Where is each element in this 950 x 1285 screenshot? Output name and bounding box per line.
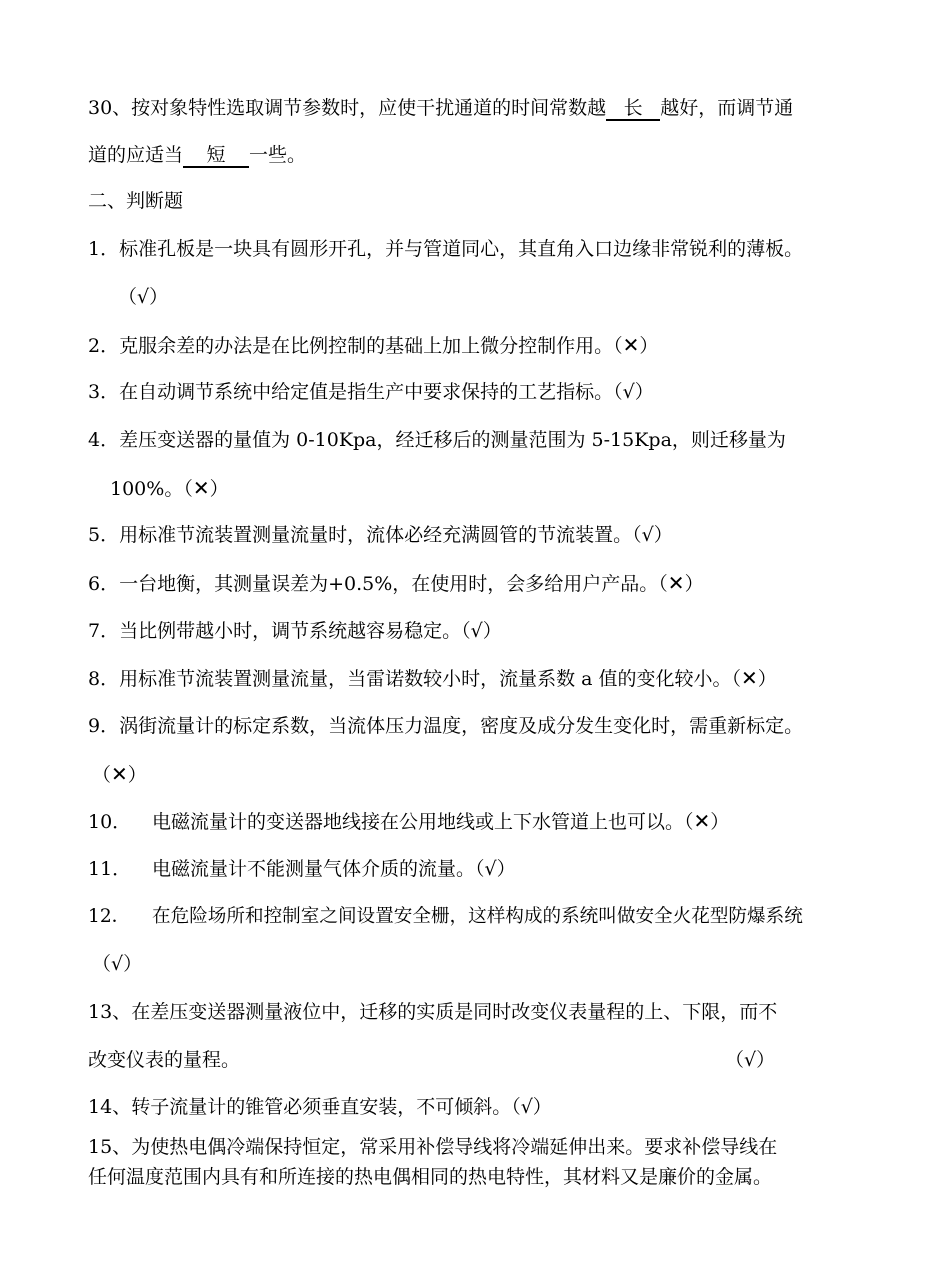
question-number: 11． [88, 858, 132, 880]
section-title: 二、判断题 [88, 190, 184, 212]
question-text: 差压变送器的量值为 0-10Kpa，经迁移后的测量范围为 5-15Kpa，则迁移量为 [119, 429, 786, 451]
answer-close: ） [209, 478, 229, 500]
answer-close: ） [710, 811, 730, 833]
question-number: 10． [88, 811, 132, 833]
question-text: 标准孔板是一块具有圆形开孔，并与管道同心，其直角入口边缘非常锐利的薄板。 [119, 238, 804, 260]
question-number: 12． [88, 906, 131, 927]
question-1-answer: （√） [118, 286, 169, 308]
question-11 [88, 858, 516, 880]
question-text: 当比例带越小时，调节系统越容易稳定。（√） [119, 620, 502, 642]
question-12 [88, 906, 803, 928]
question-10 [88, 810, 729, 833]
q30-line-2 [88, 144, 306, 168]
question-12-answer: （√） [92, 953, 143, 975]
question-text: 电磁流量计的变送器地线接在公用地线或上下水管道上也可以。（ [152, 811, 694, 833]
question-number: 8． [88, 668, 120, 690]
question-text: 为使热电偶冷端保持恒定，常采用补偿导线将冷端延伸出来。要求补偿导线在 [131, 1136, 778, 1158]
answer-open: （ [92, 764, 112, 786]
question-number: 6． [88, 573, 120, 595]
question-text: 用标准节流装置测量流量，当雷诺数较小时，流量系数 a 值的变化较小。（ [119, 668, 742, 690]
q30-blank-1: 长 [606, 97, 660, 121]
question-text: 在危险场所和控制室之间设置安全栅，这样构成的系统叫做安全火花型防爆系统 [152, 906, 803, 927]
q30-text-1: 30、按对象特性选取调节参数时，应使干扰通道的时间常数越 [88, 97, 607, 119]
question-9-answer [92, 763, 147, 786]
question-text: 转子流量计的锥管必须垂直安装，不可倾斜。（√） [131, 1096, 552, 1118]
question-text: 克服余差的办法是在比例控制的基础上加上微分控制作用。（ [119, 335, 623, 357]
q30-text-4: 一些。 [249, 144, 307, 166]
cross-mark-icon: ✕ [693, 809, 711, 833]
question-number: 9． [88, 715, 120, 737]
cross-mark-icon: ✕ [667, 571, 685, 595]
question-number: 13、 [88, 1001, 132, 1023]
question-number: 1． [88, 238, 120, 260]
q30-line-1 [88, 97, 793, 121]
question-number: 2． [88, 335, 120, 357]
question-3 [88, 381, 654, 403]
cross-mark-icon: ✕ [741, 666, 758, 690]
question-7 [88, 620, 502, 642]
question-number: 3． [88, 381, 120, 403]
answer-close: ） [684, 573, 704, 595]
cross-mark-icon: ✕ [111, 762, 128, 786]
question-number: 15、 [88, 1136, 132, 1158]
question-13-continuation: 改变仪表的量程。 [88, 1049, 241, 1071]
question-text: 在自动调节系统中给定值是指生产中要求保持的工艺指标。（√） [119, 381, 654, 403]
question-14 [88, 1096, 552, 1118]
q30-text-3: 道的应适当 [88, 144, 184, 166]
cross-mark-icon: ✕ [622, 333, 640, 357]
question-1 [88, 238, 803, 260]
question-6 [88, 572, 704, 595]
question-13 [88, 1001, 777, 1023]
question-4 [88, 429, 786, 451]
answer-close: ） [639, 335, 659, 357]
question-4-continuation [110, 477, 229, 500]
question-number: 5． [88, 524, 120, 546]
question-2 [88, 334, 658, 357]
question-15-continuation: 任何温度范围内具有和所连接的热电偶相同的热电特性，其材料又是廉价的金属。 [88, 1166, 773, 1188]
question-9 [88, 715, 803, 737]
answer-close: ） [757, 668, 777, 690]
q30-blank-2: 短 [183, 144, 249, 168]
question-text: 电磁流量计不能测量气体介质的流量。（√） [152, 858, 516, 880]
q30-text-2: 越好，而调节通 [660, 97, 794, 119]
cross-mark-icon: ✕ [192, 476, 210, 500]
question-13-answer: （√） [725, 1049, 776, 1071]
question-5 [88, 524, 673, 546]
answer-close: ） [127, 764, 147, 786]
question-number: 14、 [88, 1096, 132, 1118]
question-8 [88, 667, 777, 690]
question-text: 用标准节流装置测量流量时，流体必经充满圆管的节流装置。（√） [119, 524, 673, 546]
question-15 [88, 1136, 777, 1158]
question-text: 一台地衡，其测量误差为+0.5%，在使用时，会多给用户产品。（ [119, 573, 668, 595]
question-text: 涡街流量计的标定系数，当流体压力温度，密度及成分发生变化时，需重新标定。 [119, 715, 804, 737]
question-number: 7． [88, 620, 120, 642]
question-number: 4． [88, 429, 120, 451]
question-text-cont: 100%。（ [110, 478, 193, 500]
question-text: 在差压变送器测量液位中，迁移的实质是同时改变仪表量程的上、下限，而不 [131, 1001, 778, 1023]
